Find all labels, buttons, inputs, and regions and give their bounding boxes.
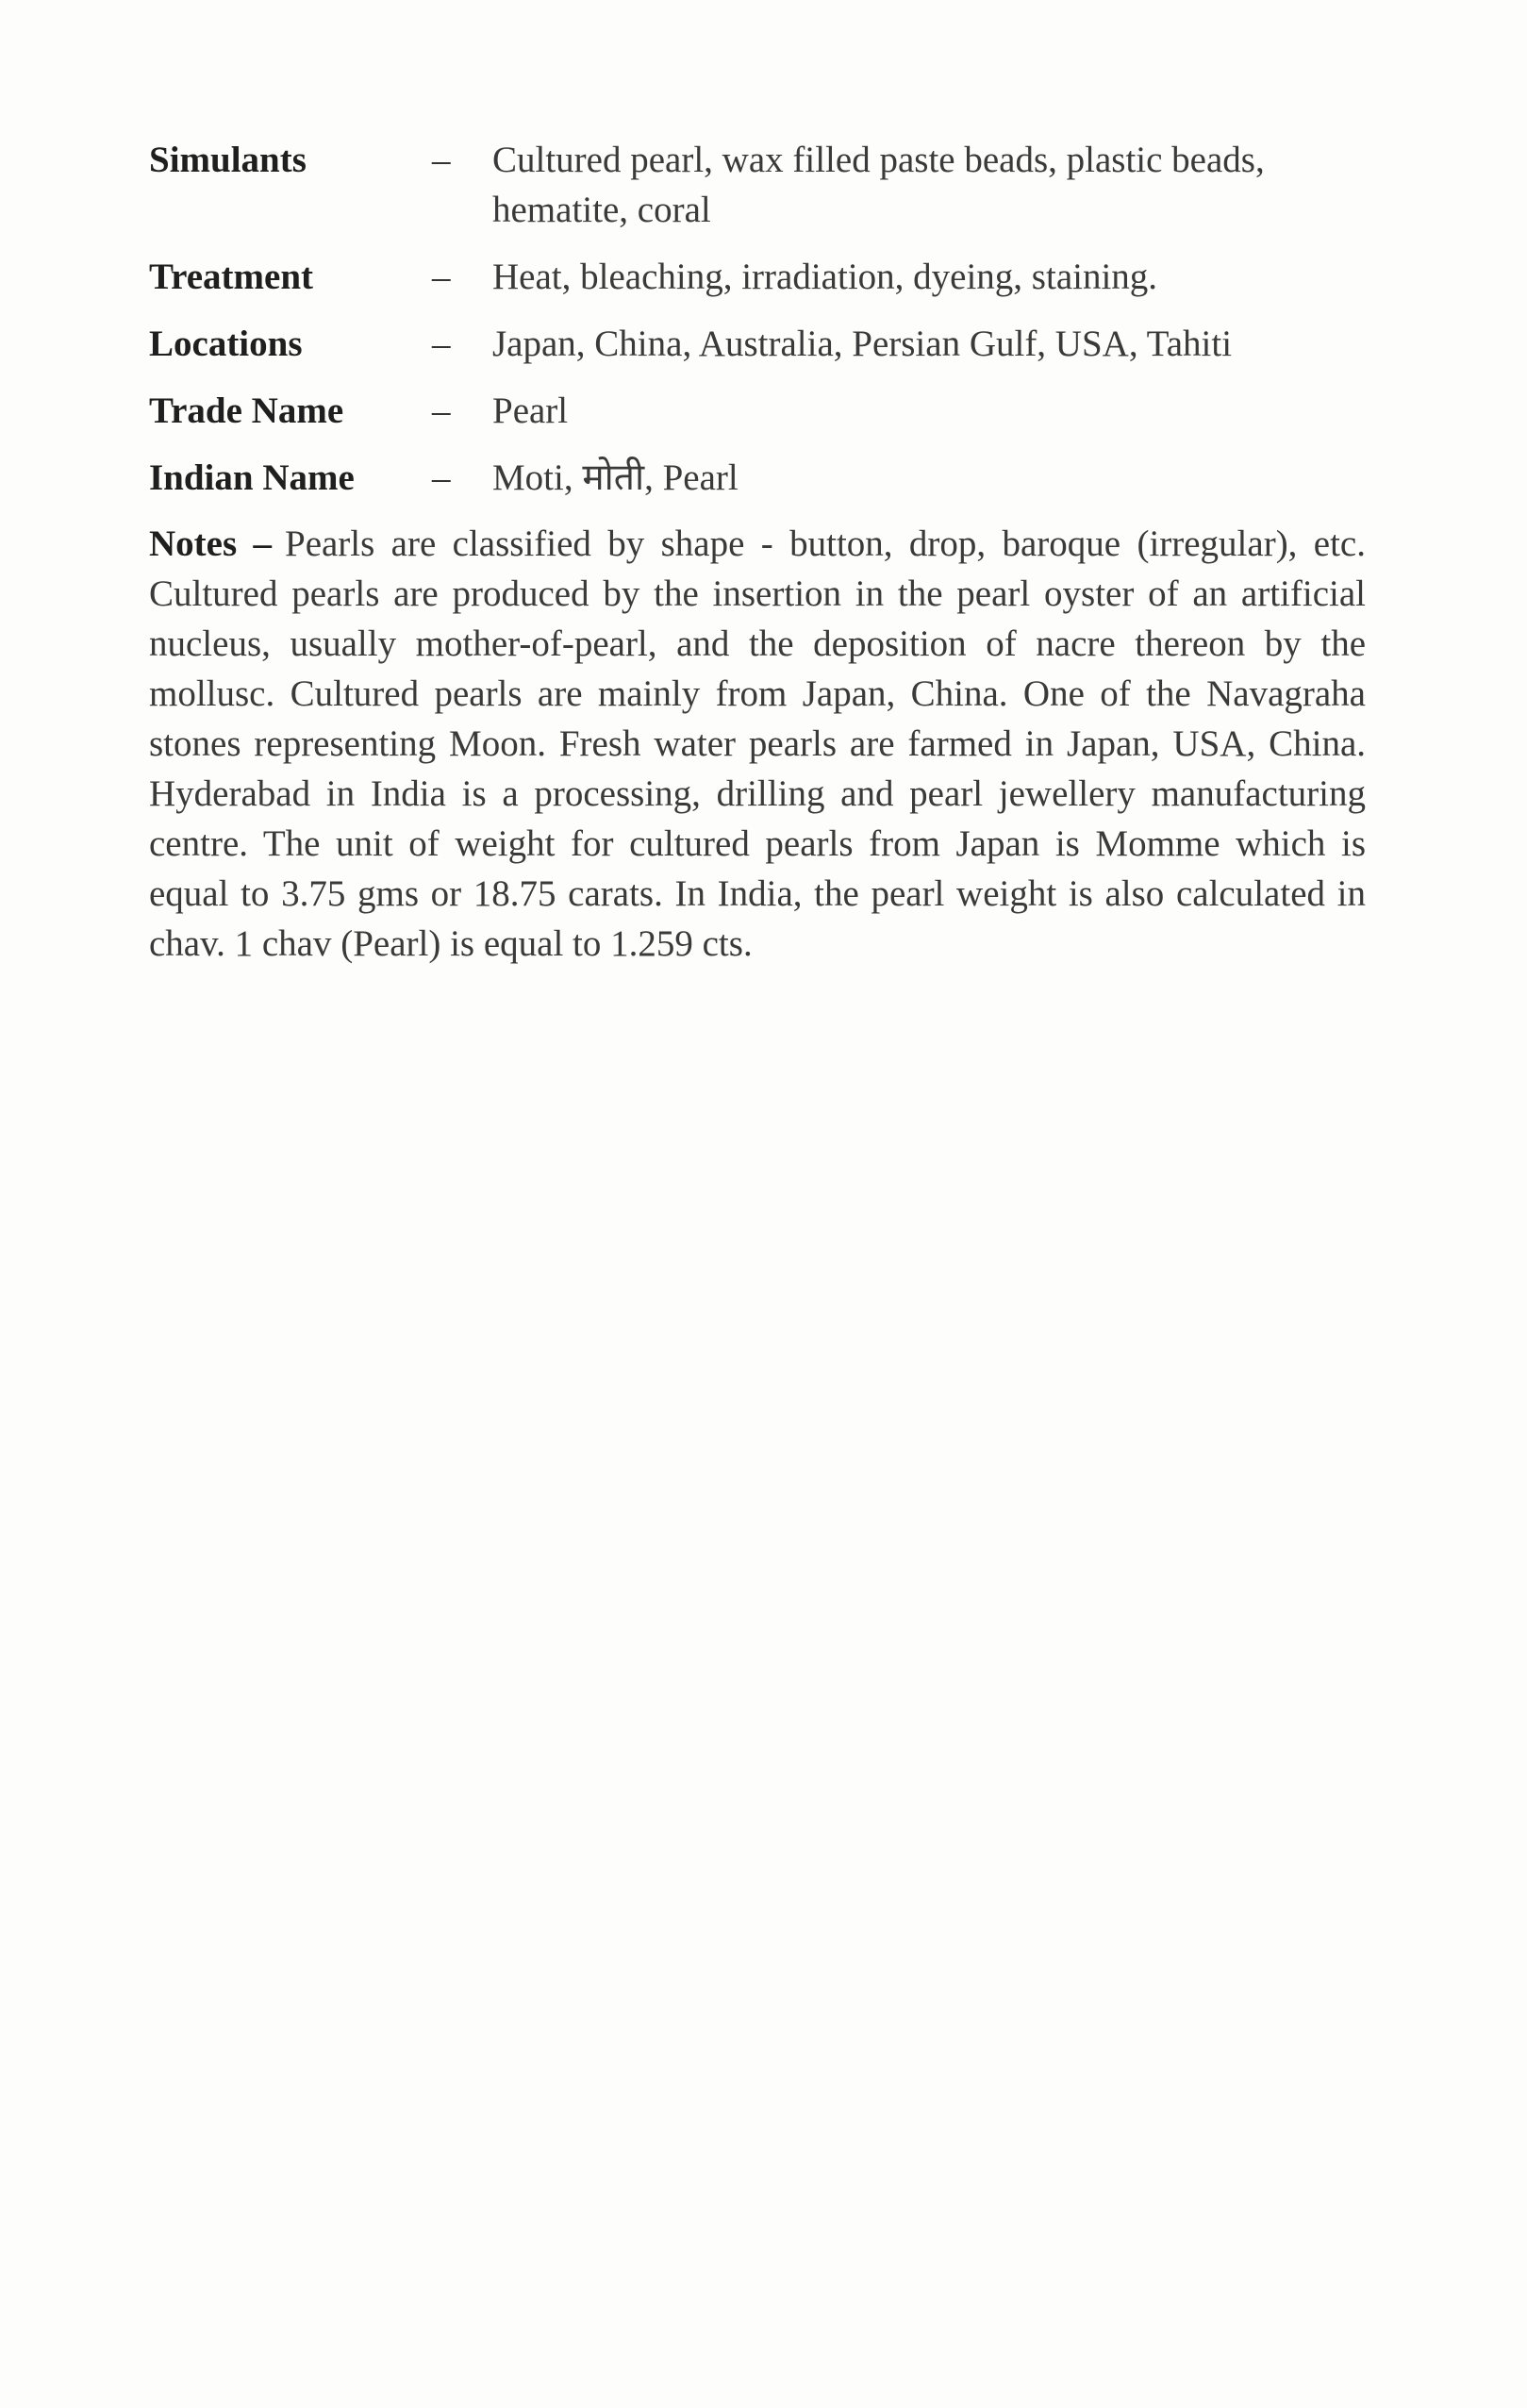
notes-text: Pearls are classified by shape - button, drop, baroque (irregular), etc. Cultured pearls are produced by the insertion in the pearl oyster of an artificial nucleus, usually mother-of-pearl, and the deposition of nacre thereon by the mollusc. Cultured pearls are mainly from Japan, China. One of the Navagraha stones representing Moon. Fresh water pearls are farmed in Japan, USA, China. Hyderabad in India is a processing, drilling and pearl jewellery manufacturing centre. The unit of weight for cultured pearls from Japan is Momme which is equal to 3.75 gms or 18.75 carats. In India, the pearl weight is also calculated in chav. 1 chav (Pearl) is equal to 1.259 cts. bbox=[149, 523, 1366, 964]
field-value: Cultured pearl, wax filled paste beads, plastic beads, hematite, coral bbox=[492, 140, 1265, 230]
field-label: Locations bbox=[149, 324, 303, 364]
field-label: Indian Name bbox=[149, 457, 355, 498]
field-value: Heat, bleaching, irradiation, dyeing, staining. bbox=[492, 257, 1158, 297]
field-dash: – bbox=[432, 457, 451, 498]
field-value: Japan, China, Australia, Persian Gulf, USA, Tahiti bbox=[492, 324, 1233, 364]
field-dash: – bbox=[432, 257, 451, 297]
field-value: Moti, मोती, Pearl bbox=[492, 457, 739, 498]
field-label: Trade Name bbox=[149, 390, 344, 431]
field-label: Simulants bbox=[149, 140, 307, 180]
field-row-trade-name bbox=[149, 386, 1375, 436]
notes-label: Notes – bbox=[149, 523, 272, 564]
field-label: Treatment bbox=[149, 257, 313, 297]
field-dash: – bbox=[432, 140, 451, 180]
field-row-simulants bbox=[149, 135, 1375, 235]
field-row-treatment bbox=[149, 252, 1375, 302]
field-row-locations bbox=[149, 319, 1375, 369]
field-value: Pearl bbox=[492, 390, 569, 431]
field-dash: – bbox=[432, 390, 451, 431]
field-dash: – bbox=[432, 324, 451, 364]
field-row-indian-name bbox=[149, 453, 1375, 503]
gem-properties-list bbox=[149, 135, 1375, 503]
notes-paragraph bbox=[149, 519, 1366, 969]
